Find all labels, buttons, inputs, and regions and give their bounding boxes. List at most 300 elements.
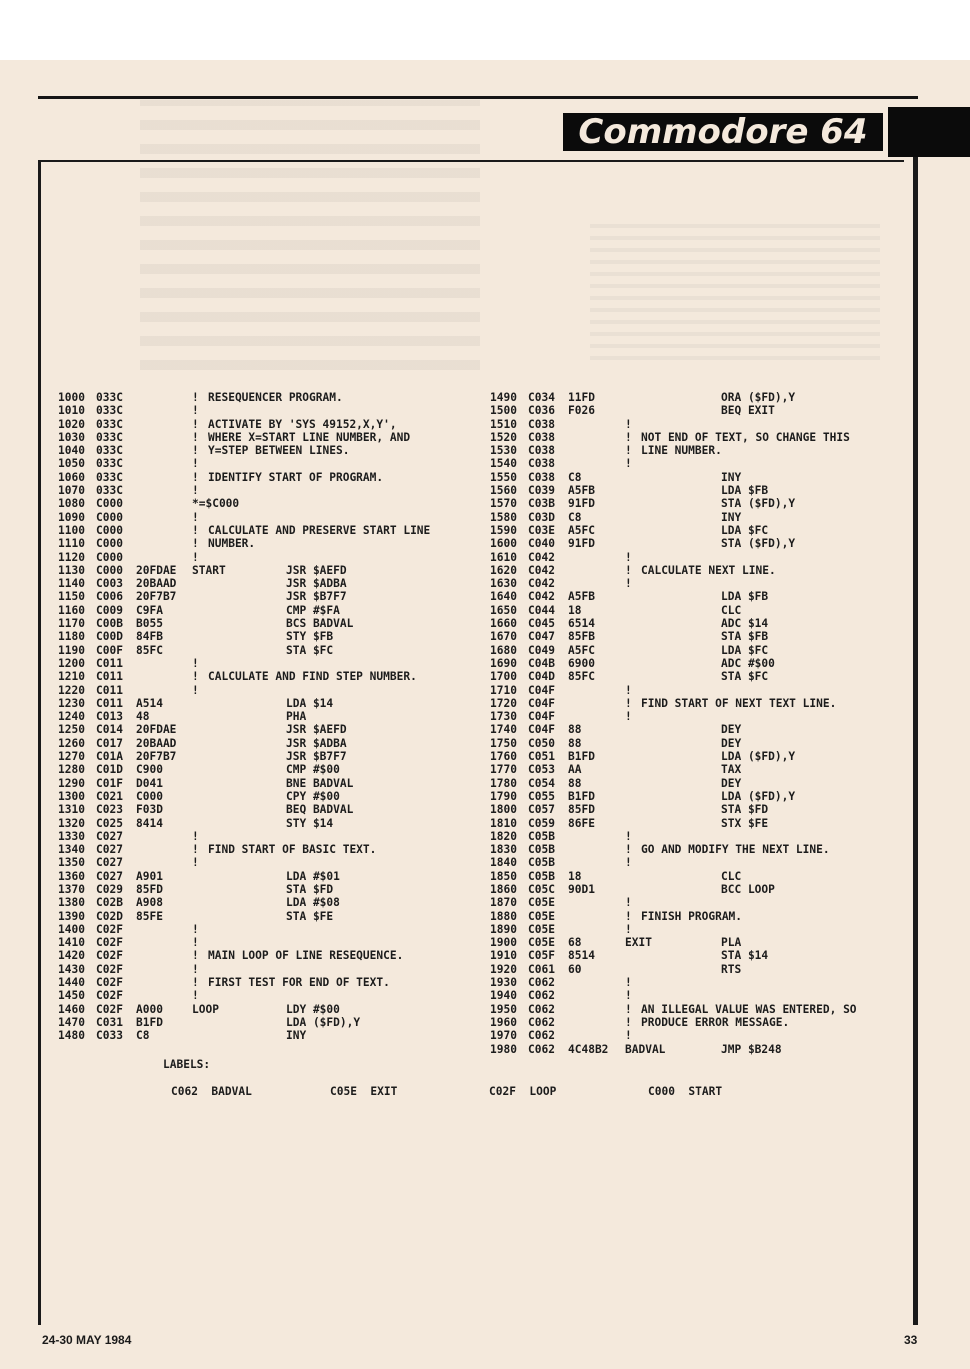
object-bytes: 20F7B7	[136, 750, 177, 764]
object-bytes: F026	[568, 404, 595, 418]
address: C05E	[528, 896, 555, 910]
line-number: 1760	[490, 750, 517, 764]
line-number: 1370	[58, 882, 85, 896]
label-field: START	[192, 563, 226, 577]
object-bytes: 85FB	[568, 630, 595, 644]
comment-marker: !	[192, 962, 199, 976]
address: C04D	[528, 670, 555, 684]
instruction: DEY	[721, 736, 742, 750]
instruction: INY	[721, 470, 742, 484]
address: C031	[96, 1015, 123, 1029]
line-number: 1210	[58, 670, 85, 684]
line-number: 1640	[490, 590, 517, 604]
line-number: 1490	[490, 391, 517, 404]
line-number: 1900	[490, 936, 517, 950]
line-number: 1540	[490, 457, 517, 471]
address: C009	[96, 603, 123, 617]
instruction: STY $14	[286, 816, 334, 830]
address: 033C	[96, 470, 123, 484]
address: C047	[528, 630, 555, 644]
line-number: 1090	[58, 510, 85, 524]
comment-marker: !	[192, 989, 199, 1003]
line-number: 1830	[490, 843, 517, 857]
address: C02B	[96, 896, 123, 910]
comment-marker: !	[192, 683, 199, 697]
line-number: 1890	[490, 922, 517, 936]
address: C02F	[96, 1002, 123, 1016]
comment-text: PRODUCE ERROR MESSAGE.	[641, 1015, 790, 1029]
instruction: JSR $AEFD	[286, 723, 347, 737]
instruction: LDY #$00	[286, 1002, 340, 1016]
comment-text: NOT END OF TEXT, SO CHANGE THIS	[641, 430, 850, 444]
line-number: 1410	[58, 936, 85, 950]
line-number: 1860	[490, 882, 517, 896]
address: C011	[96, 670, 123, 684]
instruction: ADC #$00	[721, 656, 775, 670]
frame-left-rule	[38, 160, 41, 1325]
comment-marker: !	[192, 444, 199, 458]
object-bytes: 68	[568, 936, 582, 950]
label-field: BADVAL	[625, 1042, 666, 1056]
line-number: 1500	[490, 404, 517, 418]
line-number: 1850	[490, 869, 517, 883]
comment-text: RESEQUENCER PROGRAM.	[208, 391, 343, 404]
address: C003	[96, 577, 123, 591]
masthead-bar	[888, 107, 970, 157]
label-field: *=$C000	[192, 497, 240, 511]
line-number: 1180	[58, 630, 85, 644]
address: C00B	[96, 617, 123, 631]
address: C017	[96, 736, 123, 750]
line-number: 1880	[490, 909, 517, 923]
instruction: CMP #$00	[286, 763, 340, 777]
top-rule	[38, 96, 918, 99]
address: C05E	[528, 936, 555, 950]
instruction: STA $FD	[721, 803, 769, 817]
instruction: INY	[721, 510, 742, 524]
address: C011	[96, 683, 123, 697]
object-bytes: 4C48B2	[568, 1042, 609, 1056]
comment-text: ACTIVATE BY 'SYS 49152,X,Y',	[208, 417, 397, 431]
issue-date: 24-30 MAY 1984	[42, 1333, 132, 1347]
address: C011	[96, 696, 123, 710]
instruction: ORA ($FD),Y	[721, 391, 796, 404]
comment-marker: !	[625, 710, 632, 724]
comment-text: GO AND MODIFY THE NEXT LINE.	[641, 843, 830, 857]
line-number: 1810	[490, 816, 517, 830]
object-bytes: A5FB	[568, 484, 595, 498]
address: C000	[96, 550, 123, 564]
line-number: 1960	[490, 1015, 517, 1029]
address: C038	[528, 470, 555, 484]
line-number: 1050	[58, 457, 85, 471]
line-number: 1550	[490, 470, 517, 484]
address: C045	[528, 617, 555, 631]
comment-text: NUMBER.	[208, 537, 256, 551]
instruction: CPY #$00	[286, 789, 340, 803]
comment-marker: !	[625, 563, 632, 577]
address: C062	[528, 1002, 555, 1016]
address: C000	[96, 510, 123, 524]
show-through-print	[590, 220, 880, 360]
comment-marker: !	[192, 843, 199, 857]
comment-marker: !	[625, 417, 632, 431]
object-bytes: A901	[136, 869, 163, 883]
line-number: 1290	[58, 776, 85, 790]
object-bytes: 48	[136, 710, 150, 724]
line-number: 1330	[58, 829, 85, 843]
line-number: 1000	[58, 391, 85, 404]
address: C013	[96, 710, 123, 724]
object-bytes: A5FB	[568, 590, 595, 604]
address: C049	[528, 643, 555, 657]
line-number: 1920	[490, 962, 517, 976]
comment-marker: !	[192, 922, 199, 936]
section-title: Commodore 64	[563, 113, 883, 151]
line-number: 1340	[58, 843, 85, 857]
address: C03E	[528, 523, 555, 537]
address: C027	[96, 843, 123, 857]
line-number: 1710	[490, 683, 517, 697]
address: C000	[96, 537, 123, 551]
address: C042	[528, 577, 555, 591]
instruction: STA $14	[721, 949, 769, 963]
line-number: 1940	[490, 989, 517, 1003]
object-bytes: 20FDAE	[136, 723, 177, 737]
comment-marker: !	[192, 391, 199, 404]
object-bytes: 88	[568, 736, 582, 750]
instruction: STA $FB	[721, 630, 769, 644]
comment-marker: !	[192, 470, 199, 484]
address: C062	[528, 1015, 555, 1029]
address: C044	[528, 603, 555, 617]
address: C051	[528, 750, 555, 764]
line-number: 1660	[490, 617, 517, 631]
comment-marker: !	[625, 989, 632, 1003]
line-number: 1840	[490, 856, 517, 870]
address: 033C	[96, 430, 123, 444]
comment-marker: !	[625, 909, 632, 923]
line-number: 1650	[490, 603, 517, 617]
labels-heading: LABELS:	[163, 1058, 211, 1071]
instruction: BEQ BADVAL	[286, 803, 354, 817]
line-number: 1020	[58, 417, 85, 431]
line-number: 1260	[58, 736, 85, 750]
line-number: 1030	[58, 430, 85, 444]
address: C01D	[96, 763, 123, 777]
address: C05C	[528, 882, 555, 896]
object-bytes: 85FC	[136, 643, 163, 657]
object-bytes: C8	[136, 1029, 150, 1043]
object-bytes: 6900	[568, 656, 595, 670]
comment-text: WHERE X=START LINE NUMBER, AND	[208, 430, 411, 444]
object-bytes: 20BAAD	[136, 577, 177, 591]
comment-marker: !	[625, 444, 632, 458]
comment-marker: !	[625, 1015, 632, 1029]
address: C042	[528, 550, 555, 564]
address: C000	[96, 523, 123, 537]
object-bytes: B055	[136, 617, 163, 631]
line-number: 1010	[58, 404, 85, 418]
address: C061	[528, 962, 555, 976]
address: 033C	[96, 457, 123, 471]
instruction: BCS BADVAL	[286, 617, 354, 631]
instruction: DEY	[721, 723, 742, 737]
instruction: STA $FD	[286, 882, 334, 896]
line-number: 1150	[58, 590, 85, 604]
line-number: 1220	[58, 683, 85, 697]
instruction: TAX	[721, 763, 742, 777]
line-number: 1600	[490, 537, 517, 551]
line-number: 1790	[490, 789, 517, 803]
comment-text: CALCULATE AND FIND STEP NUMBER.	[208, 670, 417, 684]
instruction: JSR $ADBA	[286, 736, 347, 750]
line-number: 1190	[58, 643, 85, 657]
line-number: 1630	[490, 577, 517, 591]
instruction: BNE BADVAL	[286, 776, 354, 790]
address: C038	[528, 417, 555, 431]
line-number: 1980	[490, 1042, 517, 1056]
instruction: STA ($FD),Y	[721, 537, 796, 551]
address: C050	[528, 736, 555, 750]
line-number: 1970	[490, 1029, 517, 1043]
line-number: 1930	[490, 976, 517, 990]
object-bytes: C8	[568, 510, 582, 524]
address: C04F	[528, 683, 555, 697]
comment-text: FIRST TEST FOR END OF TEXT.	[208, 976, 390, 990]
line-number: 1400	[58, 922, 85, 936]
object-bytes: 91FD	[568, 497, 595, 511]
address: C02F	[96, 949, 123, 963]
address: C038	[528, 457, 555, 471]
comment-text: Y=STEP BETWEEN LINES.	[208, 444, 350, 458]
address: 033C	[96, 417, 123, 431]
address: C00D	[96, 630, 123, 644]
frame-top-rule	[38, 160, 904, 162]
instruction: STX $FE	[721, 816, 769, 830]
line-number: 1160	[58, 603, 85, 617]
instruction: LDA #$01	[286, 869, 340, 883]
line-number: 1570	[490, 497, 517, 511]
object-bytes: 90D1	[568, 882, 595, 896]
line-number: 1720	[490, 696, 517, 710]
address: C000	[96, 497, 123, 511]
comment-marker: !	[625, 829, 632, 843]
label-entry: C02F LOOP	[489, 1085, 557, 1098]
line-number: 1250	[58, 723, 85, 737]
object-bytes: 8414	[136, 816, 163, 830]
line-number: 1360	[58, 869, 85, 883]
line-number: 1800	[490, 803, 517, 817]
line-number: 1140	[58, 577, 85, 591]
label-field: LOOP	[192, 1002, 219, 1016]
object-bytes: C9FA	[136, 603, 163, 617]
address: C062	[528, 1042, 555, 1056]
line-number: 1670	[490, 630, 517, 644]
comment-text: LINE NUMBER.	[641, 444, 722, 458]
address: 033C	[96, 484, 123, 498]
object-bytes: 18	[568, 869, 582, 883]
line-number: 1870	[490, 896, 517, 910]
comment-text: FIND START OF NEXT TEXT LINE.	[641, 696, 837, 710]
line-number: 1820	[490, 829, 517, 843]
instruction: JMP $B248	[721, 1042, 782, 1056]
address: C025	[96, 816, 123, 830]
address: C05E	[528, 922, 555, 936]
comment-text: FINISH PROGRAM.	[641, 909, 743, 923]
line-number: 1580	[490, 510, 517, 524]
address: C062	[528, 976, 555, 990]
line-number: 1610	[490, 550, 517, 564]
address: C038	[528, 444, 555, 458]
instruction: JSR $ADBA	[286, 577, 347, 591]
object-bytes: 88	[568, 776, 582, 790]
object-bytes: 91FD	[568, 537, 595, 551]
object-bytes: A000	[136, 1002, 163, 1016]
comment-marker: !	[192, 510, 199, 524]
comment-marker: !	[625, 843, 632, 857]
object-bytes: 84FB	[136, 630, 163, 644]
object-bytes: 20BAAD	[136, 736, 177, 750]
address: C04F	[528, 710, 555, 724]
address: C062	[528, 1029, 555, 1043]
comment-marker: !	[625, 922, 632, 936]
line-number: 1240	[58, 710, 85, 724]
instruction: LDA $FC	[721, 643, 769, 657]
comment-marker: !	[192, 457, 199, 471]
instruction: INY	[286, 1029, 307, 1043]
address: 033C	[96, 404, 123, 418]
object-bytes: C8	[568, 470, 582, 484]
line-number: 1740	[490, 723, 517, 737]
address: C02F	[96, 922, 123, 936]
line-number: 1440	[58, 976, 85, 990]
object-bytes: 20FDAE	[136, 563, 177, 577]
object-bytes: 85FC	[568, 670, 595, 684]
line-number: 1910	[490, 949, 517, 963]
line-number: 1280	[58, 763, 85, 777]
object-bytes: B1FD	[136, 1015, 163, 1029]
object-bytes: B1FD	[568, 789, 595, 803]
show-through-print	[140, 100, 480, 370]
frame-right-rule	[913, 157, 918, 1325]
address: C014	[96, 723, 123, 737]
line-number: 1130	[58, 563, 85, 577]
line-number: 1430	[58, 962, 85, 976]
instruction: PLA	[721, 936, 742, 950]
object-bytes: AA	[568, 763, 582, 777]
comment-marker: !	[192, 484, 199, 498]
address: C02F	[96, 989, 123, 1003]
line-number: 1300	[58, 789, 85, 803]
object-bytes: B1FD	[568, 750, 595, 764]
label-entry: C000 START	[648, 1085, 723, 1098]
instruction: STY $FB	[286, 630, 334, 644]
address: C00F	[96, 643, 123, 657]
comment-marker: !	[192, 829, 199, 843]
comment-marker: !	[625, 1029, 632, 1043]
address: C006	[96, 590, 123, 604]
address: C059	[528, 816, 555, 830]
address: C062	[528, 989, 555, 1003]
line-number: 1780	[490, 776, 517, 790]
comment-marker: !	[625, 1002, 632, 1016]
comment-marker: !	[192, 523, 199, 537]
instruction: RTS	[721, 962, 742, 976]
comment-marker: !	[192, 537, 199, 551]
object-bytes: A514	[136, 696, 163, 710]
address: C021	[96, 789, 123, 803]
line-number: 1620	[490, 563, 517, 577]
labels-list	[171, 1085, 871, 1101]
comment-marker: !	[192, 936, 199, 950]
comment-marker: !	[192, 550, 199, 564]
address: C033	[96, 1029, 123, 1043]
instruction: STA $FC	[286, 643, 334, 657]
address: C042	[528, 563, 555, 577]
address: C05B	[528, 869, 555, 883]
comment-marker: !	[625, 896, 632, 910]
label-field: EXIT	[625, 936, 652, 950]
object-bytes: 86FE	[568, 816, 595, 830]
comment-text: MAIN LOOP OF LINE RESEQUENCE.	[208, 949, 404, 963]
address: C05F	[528, 949, 555, 963]
line-number: 1450	[58, 989, 85, 1003]
address: C055	[528, 789, 555, 803]
line-number: 1040	[58, 444, 85, 458]
line-number: 1480	[58, 1029, 85, 1043]
line-number: 1770	[490, 763, 517, 777]
address: C04F	[528, 723, 555, 737]
line-number: 1730	[490, 710, 517, 724]
line-number: 1170	[58, 617, 85, 631]
instruction: CMP #$FA	[286, 603, 340, 617]
instruction: LDA $FC	[721, 523, 769, 537]
instruction: CLC	[721, 869, 742, 883]
comment-marker: !	[192, 670, 199, 684]
comment-text: FIND START OF BASIC TEXT.	[208, 843, 377, 857]
line-number: 1060	[58, 470, 85, 484]
comment-marker: !	[625, 856, 632, 870]
address: C023	[96, 803, 123, 817]
address: C027	[96, 829, 123, 843]
instruction: JSR $B7F7	[286, 750, 347, 764]
object-bytes: D041	[136, 776, 163, 790]
comment-marker: !	[625, 683, 632, 697]
object-bytes: F03D	[136, 803, 163, 817]
line-number: 1520	[490, 430, 517, 444]
comment-marker: !	[192, 856, 199, 870]
line-number: 1390	[58, 909, 85, 923]
instruction: LDA ($FD),Y	[721, 789, 796, 803]
line-number: 1380	[58, 896, 85, 910]
line-number: 1120	[58, 550, 85, 564]
address: C01F	[96, 776, 123, 790]
line-number: 1470	[58, 1015, 85, 1029]
object-bytes: 8514	[568, 949, 595, 963]
comment-marker: !	[192, 656, 199, 670]
line-number: 1080	[58, 497, 85, 511]
instruction: PHA	[286, 710, 307, 724]
instruction: JSR $B7F7	[286, 590, 347, 604]
comment-marker: !	[192, 430, 199, 444]
instruction: LDA #$08	[286, 896, 340, 910]
object-bytes: A5FC	[568, 643, 595, 657]
address: C027	[96, 856, 123, 870]
comment-marker: !	[192, 976, 199, 990]
line-number: 1420	[58, 949, 85, 963]
instruction: ADC $14	[721, 617, 769, 631]
